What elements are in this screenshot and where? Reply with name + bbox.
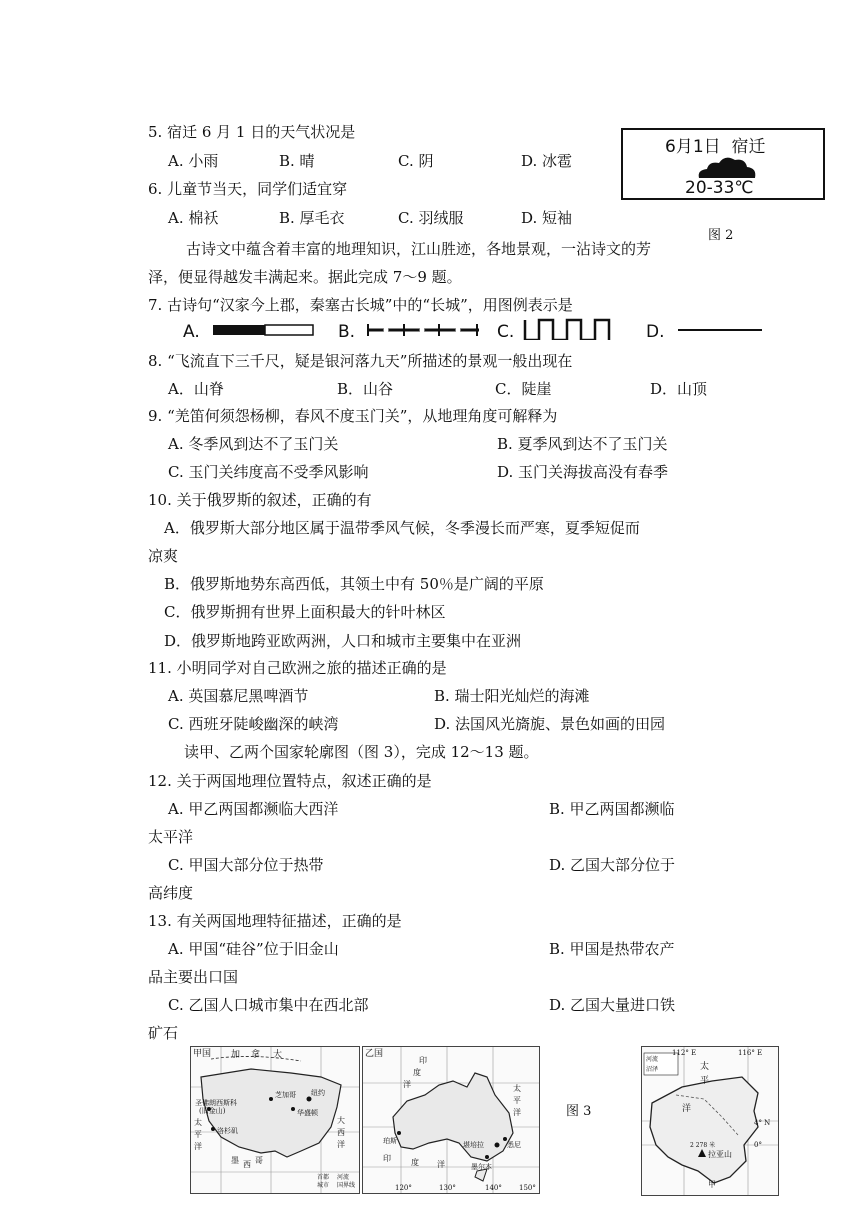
q9-stem: 9. “羌笛何须怨杨柳，春风不度玉门关”，从地理角度可解释为 (148, 407, 558, 425)
svg-text:印: 印 (383, 1154, 391, 1163)
q11-option-c[interactable]: C. 西班牙陡峻幽深的峡湾 (168, 715, 339, 733)
q5-option-c[interactable]: C. 阴 (398, 152, 434, 170)
q9-option-a[interactable]: A. 冬季风到达不了玉门关 (168, 435, 339, 453)
svg-text:130°: 130° (439, 1184, 456, 1192)
q7-label-b[interactable]: B. (338, 322, 356, 342)
q5-stem: 5. 宿迁 6 月 1 日的天气状况是 (148, 123, 356, 141)
svg-text:河流: 河流 (646, 1056, 659, 1063)
q9-option-c[interactable]: C. 玉门关纬度高不受季风影响 (168, 463, 369, 481)
svg-text:洋: 洋 (682, 1104, 692, 1114)
q9-option-b[interactable]: B. 夏季风到达不了玉门关 (497, 435, 668, 453)
q12-option-c[interactable]: C. 甲国大部分位于热带 (168, 856, 324, 874)
q10-option-a[interactable]: A．俄罗斯大部分地区属于温带季风气候，冬季漫长而严寒，夏季短促而 (164, 519, 640, 537)
q10-option-b[interactable]: B．俄罗斯地势东高西低，其领土中有 50％是广阔的平原 (164, 575, 544, 593)
q10-stem: 10. 关于俄罗斯的叙述，正确的有 (148, 491, 372, 509)
svg-text:4° N: 4° N (754, 1119, 771, 1127)
svg-text:140°: 140° (485, 1184, 502, 1192)
svg-text:平: 平 (513, 1096, 521, 1105)
svg-text:太: 太 (513, 1084, 521, 1093)
svg-text:洋: 洋 (194, 1142, 202, 1151)
svg-text:堪培拉: 堪培拉 (463, 1141, 484, 1149)
q8-option-c[interactable]: C．陡崖 (495, 380, 552, 398)
svg-text:墨: 墨 (231, 1156, 239, 1165)
svg-text:城市: 城市 (317, 1182, 330, 1189)
svg-text:大: 大 (337, 1116, 345, 1125)
q12-option-b-cont: 太平洋 (148, 828, 194, 846)
legend-d-symbol[interactable] (676, 318, 764, 342)
svg-text:120°: 120° (395, 1184, 412, 1192)
q13-option-b-cont: 品主要出口国 (148, 968, 239, 986)
q8-option-a[interactable]: A．山脊 (168, 380, 224, 398)
q13-option-d-cont: 矿石 (148, 1024, 179, 1042)
svg-text:度: 度 (411, 1158, 419, 1167)
q12-option-d[interactable]: D. 乙国大部分位于 (549, 856, 676, 874)
q5-option-a[interactable]: A. 小雨 (168, 152, 219, 170)
svg-text:大: 大 (273, 1050, 283, 1060)
q10-option-c[interactable]: C．俄罗斯拥有世界上面积最大的针叶林区 (164, 603, 446, 621)
q7-label-a[interactable]: A. (183, 322, 200, 342)
usa-country-label: 甲国 (193, 1049, 212, 1059)
svg-text:西: 西 (337, 1128, 345, 1137)
map-usa (190, 1046, 360, 1194)
q12-option-b[interactable]: B. 甲乙两国都濒临 (549, 800, 675, 818)
svg-text:国界线: 国界线 (337, 1182, 356, 1189)
svg-text:洛杉矶: 洛杉矶 (217, 1127, 238, 1135)
svg-text:洋: 洋 (513, 1108, 521, 1117)
q8-stem: 8. “飞流直下三千尺，疑是银河落九天”所描述的景观一般出现在 (148, 352, 573, 370)
svg-text:洋: 洋 (437, 1160, 445, 1169)
svg-text:2 278 米: 2 278 米 (690, 1142, 716, 1149)
q10-option-d[interactable]: D．俄罗斯地跨亚欧两洲，人口和城市主要集中在亚洲 (164, 632, 522, 650)
svg-text:首都: 首都 (317, 1174, 330, 1181)
svg-text:拉亚山: 拉亚山 (708, 1150, 732, 1159)
svg-text:116° E: 116° E (738, 1049, 763, 1057)
intro-7-9-line1: 古诗文中蕴含着丰富的地理知识，江山胜迹，各地景观，一沾诗文的芳 (186, 240, 652, 258)
q13-option-b[interactable]: B. 甲国是热带农产 (549, 940, 675, 958)
svg-text:沼泽: 沼泽 (646, 1066, 659, 1073)
svg-text:加: 加 (231, 1050, 241, 1060)
svg-text:珀斯: 珀斯 (383, 1137, 397, 1145)
svg-text:墨尔本: 墨尔本 (471, 1163, 492, 1171)
q11-option-a[interactable]: A. 英国慕尼黑啤酒节 (168, 687, 309, 705)
svg-text:150°: 150° (519, 1184, 536, 1192)
intro-7-9-line2: 泽，便显得越发丰满起来。据此完成 7～9 题。 (148, 268, 462, 286)
q6-option-b[interactable]: B. 厚毛衣 (279, 209, 345, 227)
q11-option-d[interactable]: D. 法国风光旖旎、景色如画的田园 (434, 715, 666, 733)
q12-stem: 12. 关于两国地理位置特点，叙述正确的是 (148, 772, 432, 790)
q6-option-d[interactable]: D. 短袖 (521, 209, 573, 227)
weather-temp: 20-33℃ (685, 178, 754, 198)
figure-3-caption: 图 3 (566, 1104, 592, 1119)
q13-option-d[interactable]: D. 乙国大量进口铁 (549, 996, 676, 1014)
svg-text:印: 印 (419, 1056, 427, 1065)
q10-option-a-cont: 凉爽 (148, 547, 179, 565)
weather-box (621, 128, 825, 200)
svg-text:洋: 洋 (403, 1080, 411, 1089)
svg-text:(旧金山): (旧金山) (199, 1107, 226, 1115)
svg-text:纽约: 纽约 (311, 1089, 325, 1097)
q11-option-b[interactable]: B. 瑞士阳光灿烂的海滩 (434, 687, 590, 705)
cloud-icon (695, 154, 759, 180)
svg-text:悉尼: 悉尼 (507, 1141, 521, 1149)
svg-text:圣佛朗西斯科: 圣佛朗西斯科 (195, 1099, 237, 1107)
legend-b-symbol[interactable] (365, 318, 481, 342)
q5-option-b[interactable]: B. 晴 (279, 152, 315, 170)
q12-option-a[interactable]: A. 甲乙两国都濒临大西洋 (168, 800, 339, 818)
intro-12-13: 读甲、乙两个国家轮廓图（图 3），完成 12～13 题。 (184, 743, 539, 761)
svg-text:甲: 甲 (708, 1180, 716, 1189)
q9-option-d[interactable]: D. 玉门关海拔高没有春季 (497, 463, 669, 481)
svg-text:拿: 拿 (251, 1050, 261, 1060)
weather-date: 6月1日 宿迁 (665, 137, 766, 157)
q7-label-c[interactable]: C. (497, 322, 515, 342)
svg-text:平: 平 (700, 1076, 710, 1086)
q8-option-b[interactable]: B．山谷 (337, 380, 394, 398)
map-borneo (641, 1046, 779, 1196)
svg-text:0°: 0° (754, 1141, 762, 1149)
svg-text:太: 太 (194, 1118, 202, 1127)
q13-option-c[interactable]: C. 乙国人口城市集中在西北部 (168, 996, 369, 1014)
svg-text:华盛顿: 华盛顿 (297, 1109, 318, 1117)
q7-stem: 7. 古诗句“汉家今上郡，秦塞古长城”中的“长城”，用图例表示是 (148, 296, 573, 314)
q12-option-d-cont: 高纬度 (148, 884, 194, 902)
svg-text:河流: 河流 (337, 1174, 350, 1181)
svg-text:洋: 洋 (337, 1140, 345, 1149)
figure-2-caption: 图 2 (708, 228, 734, 243)
map-australia (362, 1046, 540, 1194)
svg-text:太: 太 (700, 1062, 710, 1072)
svg-text:西: 西 (243, 1160, 251, 1169)
q13-stem: 13. 有关两国地理特征描述，正确的是 (148, 912, 402, 930)
svg-text:度: 度 (413, 1068, 421, 1077)
svg-text:平: 平 (194, 1130, 202, 1139)
q5-option-d[interactable]: D. 冰雹 (521, 152, 573, 170)
svg-text:112° E: 112° E (672, 1049, 697, 1057)
q13-option-a[interactable]: A. 甲国“硅谷”位于旧金山 (168, 940, 339, 958)
q6-option-c[interactable]: C. 羽绒服 (398, 209, 464, 227)
q8-option-d[interactable]: D．山顶 (650, 380, 708, 398)
q6-stem: 6. 儿童节当天，同学们适宜穿 (148, 180, 348, 198)
legend-c-symbol[interactable] (523, 316, 615, 340)
legend-a-symbol[interactable] (212, 318, 316, 342)
svg-text:芝加哥: 芝加哥 (275, 1091, 296, 1099)
q6-option-a[interactable]: A. 棉袄 (168, 209, 219, 227)
q7-label-d[interactable]: D. (646, 322, 665, 342)
aus-country-label: 乙国 (365, 1049, 384, 1059)
q11-stem: 11. 小明同学对自己欧洲之旅的描述正确的是 (148, 659, 447, 677)
svg-text:哥: 哥 (255, 1156, 263, 1165)
